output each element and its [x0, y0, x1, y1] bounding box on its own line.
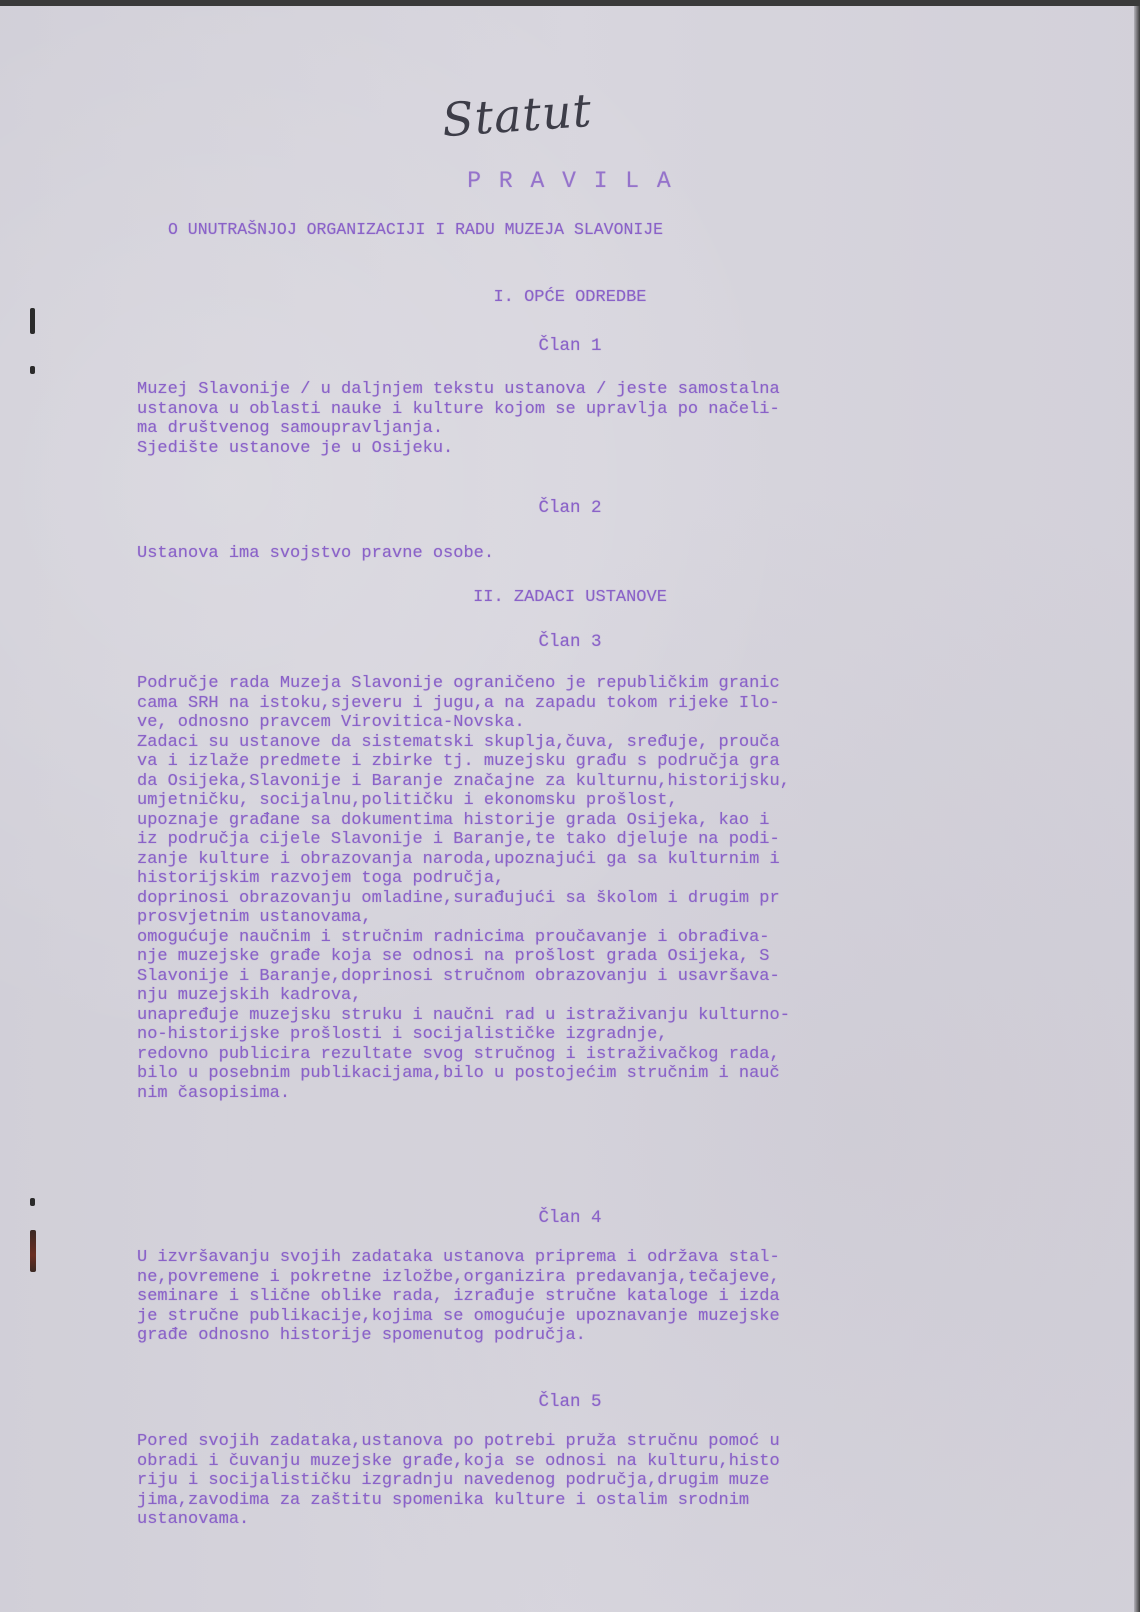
punch-hole-mark	[30, 366, 35, 374]
article-heading-2: Član 2	[538, 498, 602, 518]
scan-edge-right	[1134, 0, 1140, 1612]
document-title: P R A V I L A	[467, 168, 673, 194]
punch-hole-mark	[30, 1198, 35, 1206]
article-1-text: Muzej Slavonije / u daljnjem tekstu ustanova / jeste samostalna ustanova u oblasti nauke i kulture kojom se upravlja po načeli- ma društvenog samoupravljanja. Sjedište ustanove je u Osijeku.	[137, 380, 780, 458]
handwritten-annotation: Statut	[440, 82, 594, 148]
rust-staple-mark	[30, 1230, 36, 1272]
article-heading-3: Član 3	[538, 632, 602, 652]
section-heading-2: II. ZADACI USTANOVE	[473, 588, 667, 607]
article-heading-5: Član 5	[538, 1392, 602, 1412]
document-subtitle: O UNUTRAŠNJOJ ORGANIZACIJI I RADU MUZEJA SLAVONIJE	[168, 220, 664, 239]
section-heading-1: I. OPĆE ODREDBE	[493, 288, 647, 307]
scan-edge-top	[0, 0, 1140, 6]
article-heading-1: Član 1	[538, 336, 602, 356]
article-4-text: U izvršavanju svojih zadataka ustanova priprema i održava stal- ne,povremene i pokretne izložbe,organizira predavanja,tečajeve, seminare i slične oblike rada, izrađuje stručne kataloge i izda je stručne publikacije,kojima se omogućuje upoznavanje muzejske građe odnosno historije spomenutog područja.	[137, 1248, 780, 1345]
article-5-text: Pored svojih zadataka,ustanova po potrebi pruža stručnu pomoć u obradi i čuvanju muzejske građe,koja se odnosi na kulturu,histo riju i socijalističku izgradnju navedenog područja,drugim muze jima,zavodima za zaštitu spomenika kulture i ostalim srodnim ustanovama.	[137, 1432, 780, 1529]
article-heading-4: Član 4	[538, 1208, 602, 1228]
article-2-text: Ustanova ima svojstvo pravne osobe.	[137, 544, 495, 563]
punch-hole-mark	[30, 308, 35, 334]
article-3-text: Područje rada Muzeja Slavonije ograničeno je republičkim granic cama SRH na istoku,sjeveru i jugu,a na zapadu tokom rijeke Ilo- ve, odnosno pravcem Virovitica-Novska. Zadaci su ustanove da sistematski skuplja,čuva, sređuje, prouča va i izlaže predmete i zbirke tj. muzejsku građu s područja gra da Osijeka,Slavonije i Baranje značajne za kulturnu,historijsku, umjetničku, socijalnu,političku i ekonomsku prošlost, upoznaje građane sa dokumentima historije grada Osijeka, kao i iz područja cijele Slavonije i Baranje,te tako djeluje na podi- zanje kulture i obrazovanja naroda,upoznajući ga sa kulturnim i historijskim razvojem toga područja, doprinosi obrazovanju omladine,surađujući sa školom i drugim pr prosvjetnim ustanovama, omogućuje naučnim i stručnim radnicima proučavanje i obrađiva- nje muzejske građe koja se odnosi na prošlost grada Osijeka, S Slavonije i Baranje,doprinosi stručnom obrazovanju i usavršava- nju muzejskih kadrova, unapređuje muzejsku struku i naučni rad u istraživanju kulturno- no-historijske prošlosti i socijalističke izgradnje, redovno publicira rezultate svog stručnog i istraživačkog rada, bilo u posebnim publikacijama,bilo u postojećim stručnim i nauč nim časopisima.	[137, 674, 790, 1103]
